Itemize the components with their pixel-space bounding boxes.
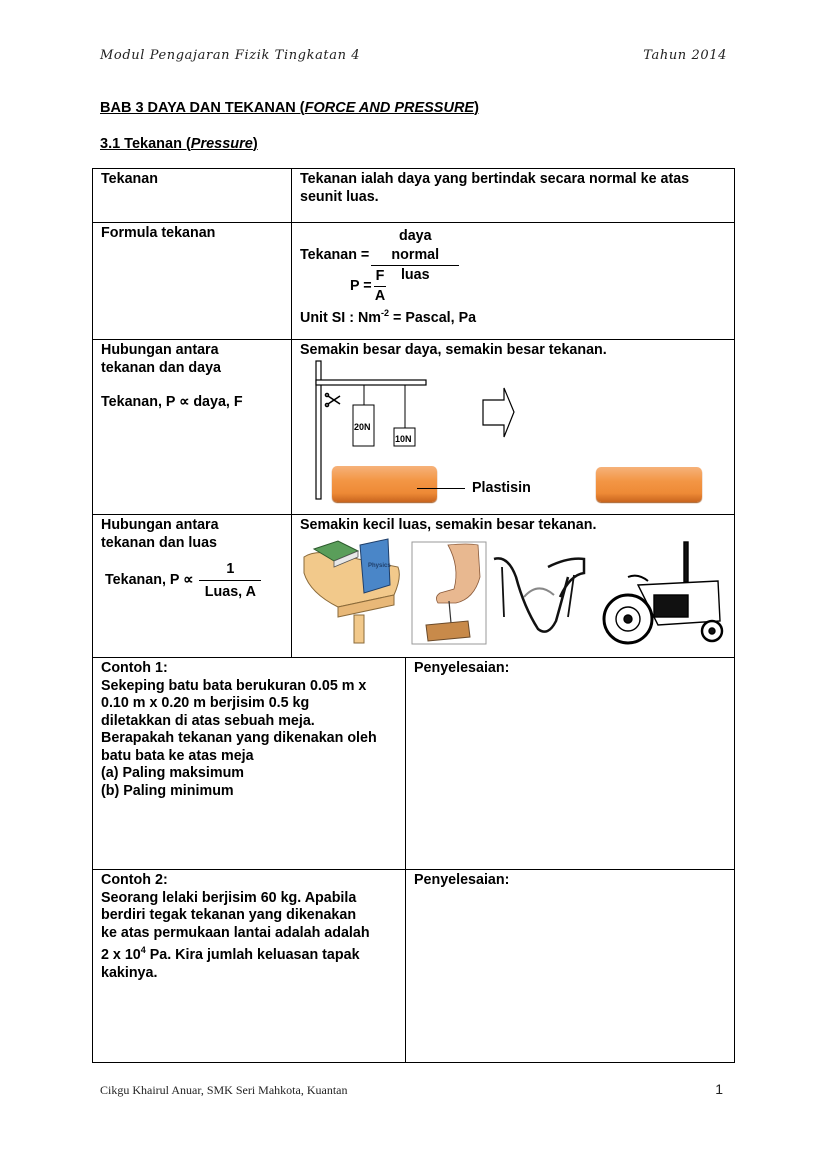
- row-label: Tekanan: [93, 169, 292, 222]
- pressure-table: [92, 168, 735, 1063]
- area-examples-illustrations: [298, 537, 728, 647]
- area-proportionality: Tekanan, P ∝ $\frac{1}{\text{Luas, A}}$: [105, 558, 283, 603]
- section-title: 3.1 Tekanan (Pressure): [100, 136, 258, 152]
- footer-author: Cikgu Khairul Anuar, SMK Seri Mahkota, Kuantan: [100, 1083, 348, 1097]
- row-label-line2: tekanan dan daya: [101, 359, 221, 376]
- definition-text: Tekanan ialah daya yang bertindak secara normal ke atas seunit luas.: [300, 171, 690, 205]
- tractor-icon: [604, 542, 722, 643]
- label-pointer-line: [417, 488, 465, 489]
- example-2-question: Contoh 2: Seorang lelaki berjisim 60 kg. Apabila berdiri tegak tekanan yang dikenakan ke atas permukaan lantai adalah adalah 2 x $10^4$ Pa. Kira jumlah keluasan tapak kakinya.: [93, 870, 406, 1062]
- table-row-definition: [93, 169, 734, 223]
- table-row-formula: [93, 223, 734, 340]
- formula-symbols: P = $\frac{F}{A}$: [350, 268, 386, 304]
- header-module-title: Modul Pengajaran Fizik Tingkatan 4: [100, 48, 361, 63]
- weight-20n-label: 20N: [354, 422, 371, 432]
- row-label-line1: Hubungan antara: [101, 342, 219, 358]
- example-1-title: Contoh 1:: [101, 660, 168, 676]
- plasticine-label: Plastisin: [472, 480, 531, 496]
- force-statement: Semakin besar daya, semakin besar tekanan.: [300, 342, 607, 358]
- solution-label: Penyelesaian:: [414, 872, 510, 888]
- weight-10n-label: 10N: [395, 434, 412, 444]
- high-heel-shoe-icon: [494, 558, 584, 631]
- scissors-icon: [326, 394, 341, 407]
- page-header: [100, 48, 727, 68]
- example-2-title: Contoh 2:: [101, 872, 168, 888]
- plasticine-block-right: [596, 467, 702, 502]
- force-proportionality: Tekanan, P ∝ daya, F: [101, 394, 243, 410]
- option-b: (b) Paling minimum: [101, 782, 234, 799]
- row-label-line2: tekanan dan luas: [101, 534, 218, 551]
- force-diagram: [292, 360, 735, 510]
- table-row-example-2: [93, 870, 734, 1062]
- fraction: $\frac{1}{\text{Luas, A}}$: [199, 558, 261, 603]
- table-row-area-relation: [93, 515, 734, 658]
- books-on-table-icon: [304, 539, 399, 643]
- table-row-force-relation: [93, 340, 734, 515]
- fraction: $\frac{\text{daya normal}}{\text{luas}}$: [371, 227, 459, 285]
- svg-text:Physics: Physics: [368, 563, 391, 569]
- page-number: 1: [715, 1081, 723, 1097]
- row-label-line1: Hubungan antara: [101, 517, 219, 533]
- example-1-question: Contoh 1: Sekeping batu bata berukuran 0.05 m x 0.10 m x 0.20 m berjisim 0.5 kg diletakkan di atas sebuah meja. Berapakah tekanan yang dikenakan oleh batu bata ke atas meja (a) Paling maksimum (b) Paling minimum: [93, 658, 406, 869]
- row-label: Formula tekanan: [93, 223, 292, 339]
- header-year: Tahun 2014: [643, 48, 727, 63]
- solution-label: Penyelesaian:: [414, 660, 510, 676]
- chapter-title: BAB 3 DAYA DAN TEKANAN (FORCE AND PRESSURE): [100, 100, 479, 116]
- area-statement: Semakin kecil luas, semakin besar tekanan.: [300, 517, 597, 533]
- plasticine-block-left: [332, 466, 437, 502]
- pressure-formula: [300, 225, 726, 335]
- table-row-example-1: [93, 658, 734, 870]
- thumbtack-icon: [412, 542, 486, 644]
- example-1-solution-area[interactable]: [406, 658, 734, 869]
- fraction: $\frac{F}{A}$: [374, 268, 386, 304]
- formula-words: Tekanan = $\frac{\text{daya normal}}{\text{luas}}$: [300, 227, 459, 285]
- example-2-solution-area[interactable]: [406, 870, 734, 1062]
- si-unit: Unit SI : $Nm^{-2}$ = Pascal, Pa: [300, 308, 477, 326]
- option-a: (a) Paling maksimum: [101, 765, 245, 781]
- arrow-right-icon: [483, 388, 514, 437]
